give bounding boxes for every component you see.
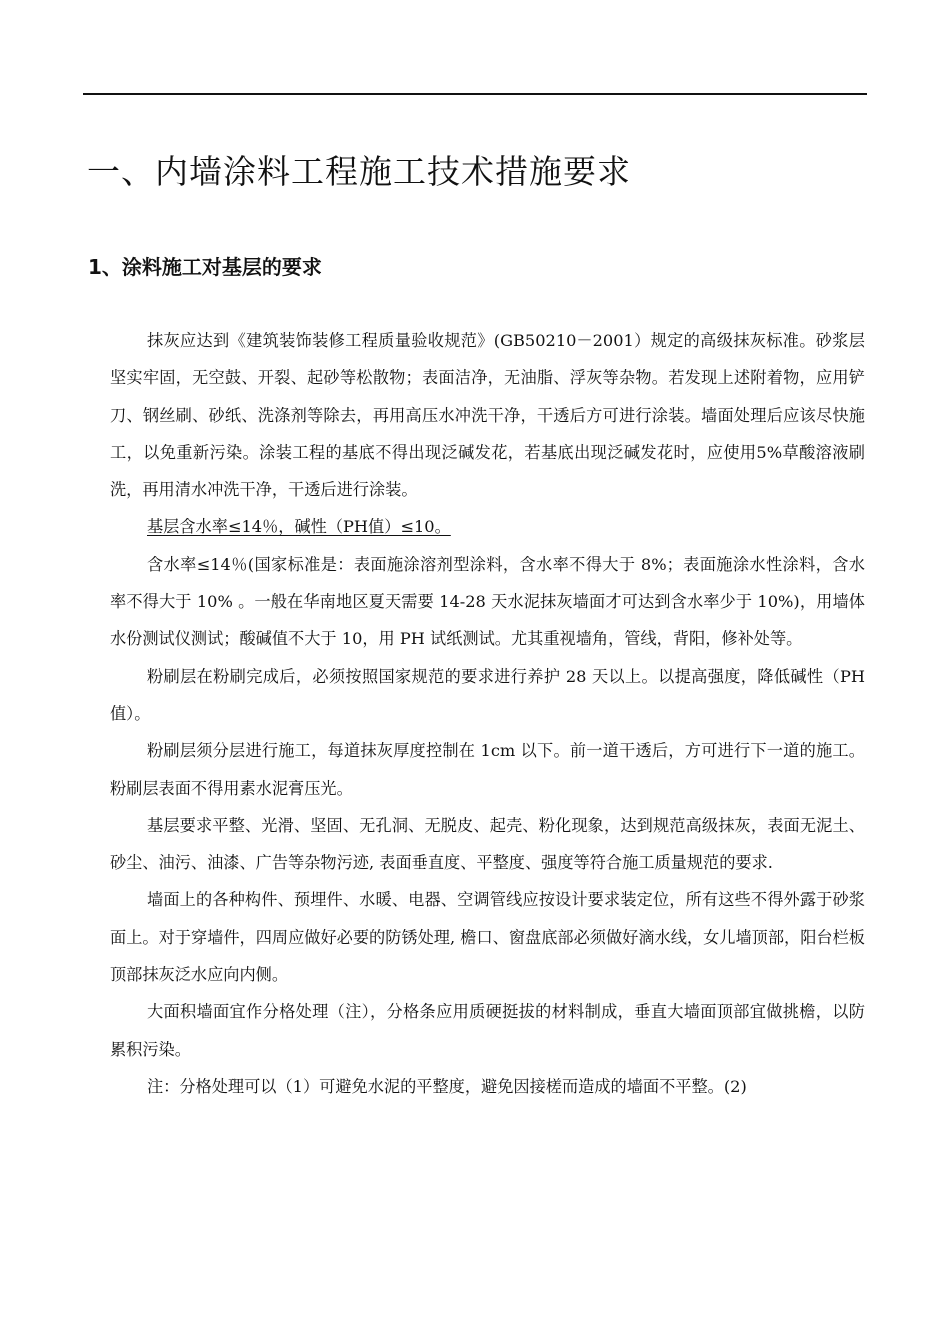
paragraph-curing: 粉刷层在粉刷完成后，必须按照国家规范的要求进行养护 28 天以上。以提高强度，降低碱性（PH 值）。 [110,666,865,723]
header-rule [83,93,867,95]
paragraph-embedded-parts: 墙面上的各种构件、预埋件、水暖、电器、空调管线应按设计要求装定位，所有这些不得外露于砂浆面上。对于穿墙件，四周应做好必要的防锈处理, 檐口、窗盘底部必须做好滴水线，女儿墙顶部，阳台栏板顶部抹灰泛水应向内侧。 [110,890,865,985]
paragraph-note: 注：分格处理可以（1）可避免水泥的平整度，避免因接槎而造成的墙面不平整。(2) [147,1076,747,1096]
paragraph-moisture-content: 含水率≤14％(国家标准是：表面施涂溶剂型涂料，含水率不得大于 8%；表面施涂水性涂料，含水率不得大于 10% 。一般在华南地区夏天需要 14-28 天水泥抹灰墙面才可达到含水率少于 10%)，用墙体水份测试仪测试；酸碱值不大于 10，用 PH 试纸测试。尤其重视墙角，管线，背阳，修补处等。 [110,554,865,649]
underlined-requirement: 基层含水率≤14％，碱性（PH值）≤10。 [147,517,451,537]
paragraph-grid-division: 大面积墙面宜作分格处理（注），分格条应用质硬挺拔的材料制成，垂直大墙面顶部宜做挑檐，以防累积污染。 [110,1002,865,1059]
paragraph-moisture-alkalinity [110,508,865,545]
document-title: 一、内墙涂料工程施工技术措施要求 [87,152,631,191]
paragraph-layering: 粉刷层须分层进行施工，每道抹灰厚度控制在 1cm 以下。前一道干透后，方可进行下一道的施工。粉刷层表面不得用素水泥膏压光。 [110,741,865,798]
document-body [110,322,865,1105]
paragraph-plaster-standard: 抹灰应达到《建筑装饰装修工程质量验收规范》(GB50210－2001）规定的高级抹灰标准。砂浆层坚实牢固，无空鼓、开裂、起砂等松散物；表面洁净，无油脂、浮灰等杂物。若发现上述附着物，应用铲刀、钢丝刷、砂纸、洗涤剂等除去，再用高压水冲洗干净，干透后方可进行涂装。墙面处理后应该尽快施工，以免重新污染。涂装工程的基底不得出现泛碱发花，若基底出现泛碱发花时，应使用5%草酸溶液刷洗，再用清水冲洗干净，干透后进行涂装。 [110,331,865,500]
paragraph-base-requirements: 基层要求平整、光滑、坚固、无孔洞、无脱皮、起壳、粉化现象，达到规范高级抹灰，表面无泥土、砂尘、油污、油漆、广告等杂物污迹, 表面垂直度、平整度、强度等符合施工质量规范的要求. [110,815,865,873]
section-heading: 1、涂料施工对基层的要求 [88,255,322,279]
